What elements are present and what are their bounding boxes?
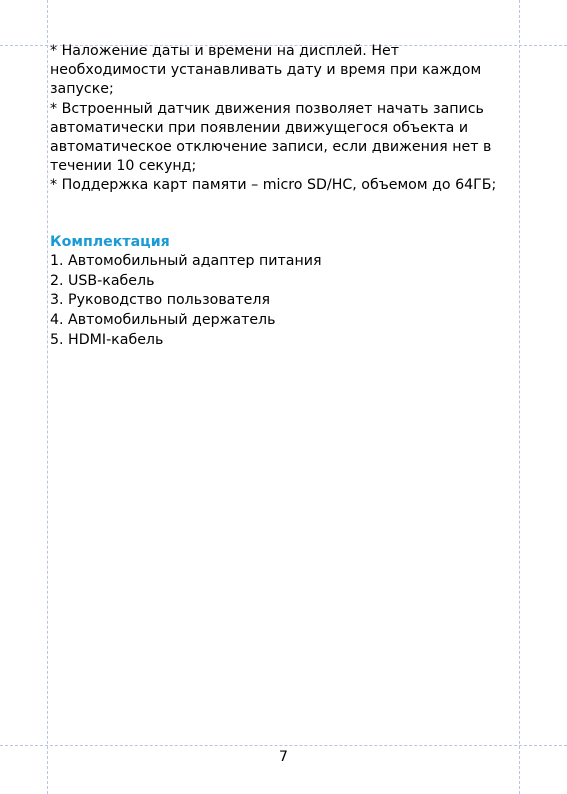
kit-item-user-manual: 3. Руководство пользователя: [50, 292, 270, 309]
crop-guide-left: [47, 0, 48, 794]
feature-motion-sensor: * Встроенный датчик движения позволяет начать запись автоматически при появлении движущегося объекта и автоматическое отключение записи, если движения нет в течении 10 секунд;: [50, 100, 492, 175]
feature-memory-card: * Поддержка карт памяти – micro SD/HC, объемом до 64ГБ;: [50, 177, 497, 194]
page-content: [50, 42, 518, 351]
page-number: 7: [279, 749, 288, 765]
feature-date-time-overlay: * Наложение даты и времени на дисплей. Нет необходимости устанавливать дату и время при каждом запуске;: [50, 43, 482, 98]
kit-item-car-holder: 4. Автомобильный держатель: [50, 312, 276, 329]
crop-guide-bottom: [0, 745, 567, 746]
kit-item-power-adapter: 1. Автомобильный адаптер питания: [50, 252, 322, 269]
kit-list: [50, 252, 518, 351]
feature-list: [50, 42, 518, 196]
kit-item-hdmi-cable: 5. HDMI-кабель: [50, 332, 164, 349]
crop-guide-right: [519, 0, 520, 794]
kit-item-usb-cable: 2. USB-кабель: [50, 272, 155, 289]
kit-section-title: Комплектация: [50, 233, 170, 250]
